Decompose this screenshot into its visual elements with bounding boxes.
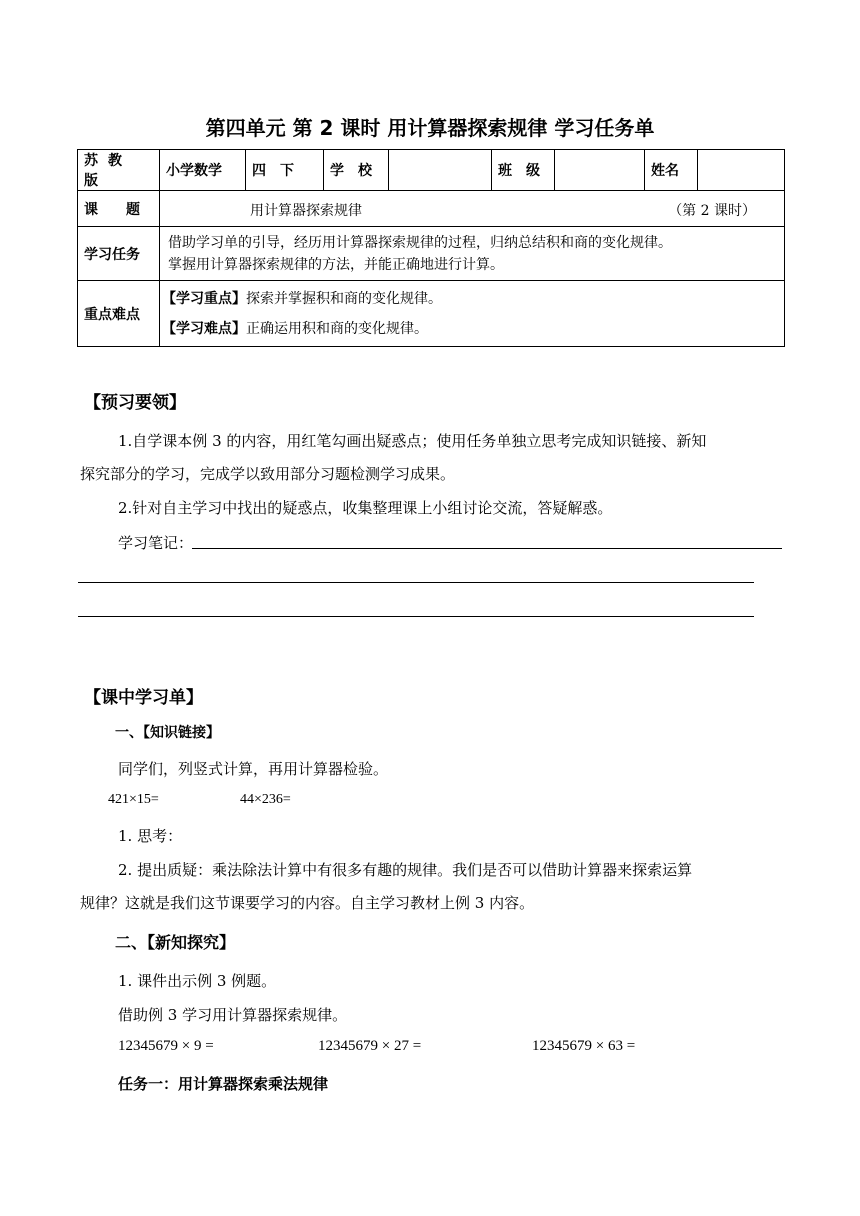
class-label: 班 级: [492, 150, 555, 191]
preview-item-2: 2.针对自主学习中找出的疑惑点，收集整理课上小组讨论交流，答疑解惑。: [118, 499, 613, 517]
expr-2: 12345679 × 27 =: [318, 1038, 422, 1054]
preview-item-1-line-2: 探究部分的学习，完成学以致用部分习题检测学习成果。: [80, 465, 456, 483]
key-difficulty-row: [162, 314, 784, 344]
grade-cell: 四 下: [246, 150, 324, 191]
name-label: 姓名: [645, 150, 698, 191]
task-line-2: 掌握用计算器探索规律的方法，并能正确地进行计算。: [168, 256, 504, 273]
think-line: 1. 思考：: [118, 827, 183, 845]
question-line-1: 2. 提出质疑：乘法除法计算中有很多有趣的规律。我们是否可以借助计算器来探索运算: [118, 861, 693, 879]
school-field[interactable]: [389, 150, 492, 191]
key-focus-tag: 【学习重点】: [162, 290, 246, 307]
question-line-2: 规律？这就是我们这节课要学习的内容。自主学习教材上例 3 内容。: [80, 894, 535, 912]
preview-item-1-line-1: 1.自学课本例 3 的内容，用红笔勾画出疑惑点；使用任务单独立思考完成知识链接、新知: [118, 432, 707, 450]
publisher-cell: 苏教版: [78, 150, 160, 191]
classwork-heading: 【课中学习单】: [84, 688, 203, 708]
part1-heading: 一、【知识链接】: [115, 725, 220, 741]
topic-value: 用计算器探索规律: [250, 203, 362, 219]
name-field[interactable]: [698, 150, 785, 191]
topic-label: 课 题: [78, 191, 160, 227]
task-label: 学习任务: [78, 227, 160, 281]
topic-cell: [160, 191, 785, 227]
calc-1: 421×15=: [108, 792, 159, 807]
key-focus-row: [162, 284, 784, 314]
notes-label: 学习笔记：: [118, 534, 194, 552]
task1-heading: 任务一：用计算器探索乘法规律: [118, 1075, 329, 1093]
notes-line-2[interactable]: [78, 582, 754, 583]
key-difficulty-text: 正确运用积和商的变化规律。: [246, 320, 428, 337]
key-cell: [160, 281, 785, 347]
notes-line-1[interactable]: [192, 548, 782, 549]
part2-item-2: 借助例 3 学习用计算器探索规律。: [118, 1006, 348, 1024]
subject-cell: 小学数学: [160, 150, 246, 191]
class-field[interactable]: [555, 150, 645, 191]
key-label: 重点难点: [78, 281, 160, 347]
preview-heading: 【预习要领】: [84, 393, 186, 413]
key-focus-text: 探索并掌握积和商的变化规律。: [246, 290, 442, 307]
calc-2: 44×236=: [240, 792, 291, 807]
notes-line-3[interactable]: [78, 616, 754, 617]
expr-3: 12345679 × 63 =: [532, 1038, 636, 1054]
page-title: 第四单元 第 2 课时 用计算器探索规律 学习任务单: [205, 116, 655, 140]
task-line-1: 借助学习单的引导，经历用计算器探索规律的过程，归纳总结积和商的变化规律。: [168, 234, 672, 251]
part1-intro: 同学们，列竖式计算，再用计算器检验。: [118, 760, 389, 778]
topic-period: （第 2 课时）: [668, 203, 756, 219]
expr-1: 12345679 × 9 =: [118, 1038, 214, 1054]
task-cell: [160, 227, 785, 281]
part2-item-1: 1. 课件出示例 3 例题。: [118, 972, 277, 990]
key-difficulty-tag: 【学习难点】: [162, 320, 246, 337]
part2-heading: 二、【新知探究】: [115, 933, 236, 952]
info-table: [77, 149, 785, 347]
school-label: 学 校: [324, 150, 389, 191]
